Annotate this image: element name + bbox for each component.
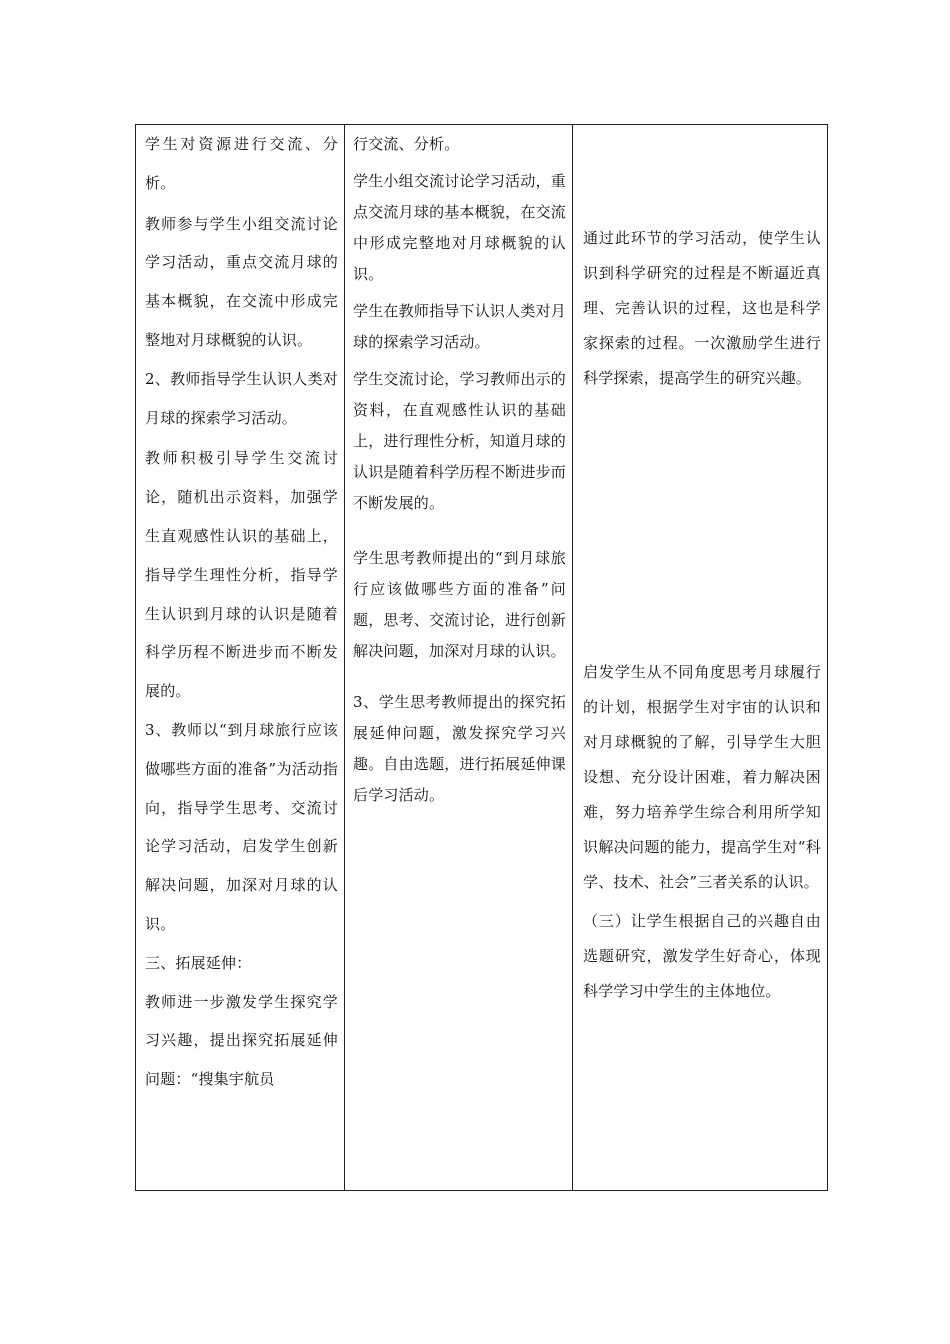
text-paragraph: 教师参与学生小组交流讨论学习活动，重点交流月球的基本概貌，在交流中形成完整地对月球概貌的认识。 bbox=[145, 214, 338, 349]
text-paragraph: 教师积极引导学生交流讨论，随机出示资料，加强学生直观感性认识的基础上，指导学生理性分析，指导学生认识到月球的认识是随着科学历程不断进步而不断发展的。 bbox=[145, 449, 338, 701]
lesson-plan-table bbox=[135, 124, 828, 1191]
text-paragraph: 学生交流讨论，学习教师出示的资料，在直观感性认识的基础上，进行理性分析，知道月球的认识是随着科学历程不断进步而不断发展的。 bbox=[353, 370, 566, 512]
text-paragraph: 行交流、分析。 bbox=[353, 135, 460, 153]
text-paragraph: 学生对资源进行交流、分析。 bbox=[145, 135, 338, 192]
text-paragraph: （三）让学生根据自己的兴趣自由选题研究，激发学生好奇心，体现科学学习中学生的主体地位。 bbox=[583, 912, 821, 1000]
student-activity-column bbox=[345, 125, 573, 1190]
text-paragraph: 3、教师以“到月球旅行应该做哪些方面的准备”为活动指向，指导学生思考、交流讨论学习活动，启发学生创新解决问题，加深对月球的认识。 bbox=[145, 720, 338, 933]
text-paragraph: 学生小组交流讨论学习活动，重点交流月球的基本概貌，在交流中形成完整地对月球概貌的认识。 bbox=[353, 172, 566, 283]
text-paragraph: 启发学生从不同角度思考月球履行的计划，根据学生对宇宙的认识和对月球概貌的了解，引导学生大胆设想、充分设计困难，着力解决困难，努力培养学生综合利用所学知识解决问题的能力，提高学生对“科学、技术、社会”三者关系的认识。 bbox=[583, 663, 821, 891]
design-intent-column bbox=[573, 125, 827, 1190]
text-paragraph: 2、教师指导学生认识人类对月球的探索学习活动。 bbox=[145, 369, 338, 427]
text-paragraph: 通过此环节的学习活动，使学生认识到科学研究的过程是不断逼近真理、完善认识的过程，这也是科学家探索的过程。一次激励学生进行科学探索，提高学生的研究兴趣。 bbox=[583, 229, 821, 387]
text-paragraph: 教师进一步激发学生探究学习兴趣，提出探究拓展延伸问题：“搜集宇航员 bbox=[145, 992, 338, 1089]
section-heading: 三、拓展延伸： bbox=[145, 953, 252, 972]
text-paragraph: 学生在教师指导下认识人类对月球的探索学习活动。 bbox=[353, 302, 566, 351]
teacher-activity-column bbox=[136, 125, 345, 1190]
text-paragraph: 学生思考教师提出的“到月球旅行应该做哪些方面的准备”问题，思考、交流讨论，进行创新解决问题，加深对月球的认识。 bbox=[353, 549, 566, 660]
text-paragraph: 3、学生思考教师提出的探究拓展延伸问题，激发探究学习兴趣。自由选题，进行拓展延伸课后学习活动。 bbox=[353, 693, 566, 804]
